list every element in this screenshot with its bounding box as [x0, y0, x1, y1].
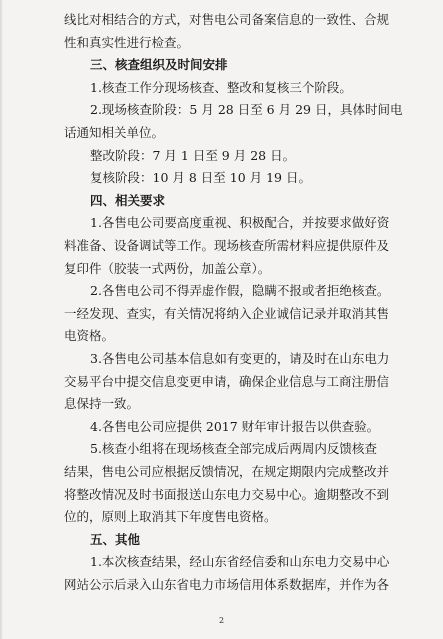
- body-text-line: 复核阶段：10 月 8 日至 10 月 19 日。: [90, 170, 311, 186]
- section-heading: 三、核查组织及时间安排: [90, 57, 228, 73]
- body-text-line: 线比对相结合的方式，对售电公司备案信息的一致性、合规: [64, 12, 390, 27]
- page-number: 2: [218, 616, 225, 625]
- body-text-line: 交易平台中提交信息变更申请，确保企业信息与工商注册信: [64, 373, 390, 389]
- body-text-line: 网站公示后录入山东省电力市场信用体系数据库，并作为各: [64, 577, 390, 592]
- section-heading: 五、其他: [90, 531, 141, 547]
- body-text-line: 性和真实性进行检查。: [64, 34, 190, 50]
- body-text-line: 4.各售电公司应提供 2017 财年审计报告以供查验。: [90, 418, 380, 434]
- body-text-line: 3.各售电公司基本信息如有变更的，请及时在山东电力: [90, 351, 390, 366]
- body-text-line: 位的，原则上取消其下年度售电资格。: [64, 509, 277, 525]
- body-text-line: 话通知相关单位。: [64, 125, 165, 140]
- body-text-line: 将整改情况及时书面报送山东电力交易中心。逾期整改不到: [64, 486, 390, 502]
- body-text-line: 息保持一致。: [64, 396, 140, 412]
- body-text-line: 2.各售电公司不得弄虚作假，隐瞒不报或者拒绝核查。: [90, 283, 390, 299]
- body-text-line: 1.本次核查结果，经山东省经信委和山东电力交易中心: [90, 554, 390, 570]
- body-text-line: 整改阶段：7 月 1 日至 9 月 28 日。: [90, 147, 296, 163]
- body-text-line: 一经发现、查实，有关情况将纳入企业诚信记录并取消其售: [64, 305, 390, 321]
- body-text-line: 结果，售电公司应根据反馈情况，在规定期限内完成整改并: [64, 464, 390, 479]
- body-text-line: 电资格。: [64, 328, 115, 344]
- body-text-line: 料准备、设备调试等工作。现场核查所需材料应提供原件及: [64, 238, 390, 253]
- body-text-line: 1.核查工作分现场核查、整改和复核三个阶段。: [90, 79, 352, 95]
- body-text-line: 1.各售电公司要高度重视、积极配合，并按要求做好资: [90, 215, 390, 231]
- body-text-line: 5.核查小组将在现场核查全部完成后两周内反馈核查: [90, 441, 377, 457]
- body-text-line: 2.现场核查阶段：5 月 28 日至 6 月 29 日，具体时间电: [90, 102, 403, 118]
- section-heading: 四、相关要求: [90, 192, 166, 208]
- page-edge-shadow: [0, 0, 3, 639]
- body-text-line: 复印件（胶装一式两份，加盖公章）。: [64, 260, 271, 276]
